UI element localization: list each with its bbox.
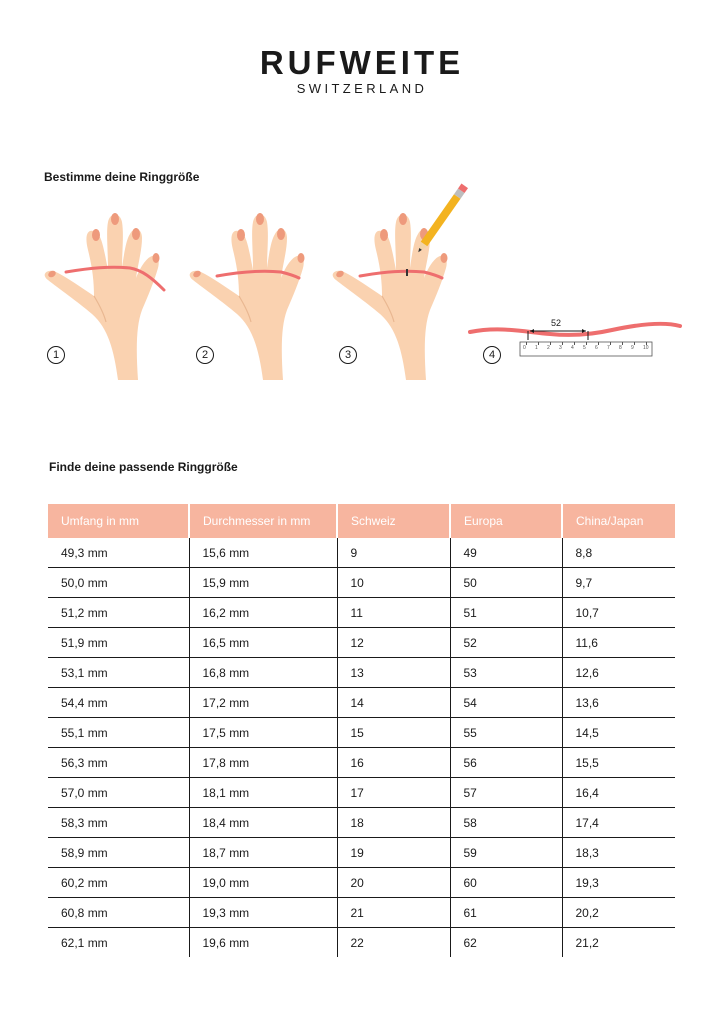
ruler-tick-mark xyxy=(550,342,551,345)
table-cell: 62,1 mm xyxy=(48,928,189,958)
table-cell: 50 xyxy=(450,568,562,598)
ruler-tick-label: 1 xyxy=(535,345,538,351)
table-row xyxy=(48,598,675,628)
table-row xyxy=(48,898,675,928)
pencil-icon xyxy=(415,184,468,255)
table-cell: 49,3 mm xyxy=(48,538,189,568)
ruler-tick-mark xyxy=(610,342,611,345)
ruler-tick-label: 0 xyxy=(523,345,526,351)
table-cell: 9,7 xyxy=(562,568,675,598)
table-cell: 51,9 mm xyxy=(48,628,189,658)
ruler-tick-mark xyxy=(586,342,587,345)
table-cell: 17,2 mm xyxy=(189,688,337,718)
table-cell: 57,0 mm xyxy=(48,778,189,808)
table-cell: 12 xyxy=(337,628,450,658)
table-cell: 60,8 mm xyxy=(48,898,189,928)
brand-name: RUFWEITE xyxy=(259,44,465,81)
table-cell: 14,5 xyxy=(562,718,675,748)
table-section-title: Finde deine passende Ringgröße xyxy=(49,460,238,474)
table-cell: 17,4 xyxy=(562,808,675,838)
table-cell: 15,5 xyxy=(562,748,675,778)
table-cell: 60 xyxy=(450,868,562,898)
table-cell: 11 xyxy=(337,598,450,628)
table-cell: 20,2 xyxy=(562,898,675,928)
table-row xyxy=(48,748,675,778)
table-cell: 8,8 xyxy=(562,538,675,568)
table-cell: 62 xyxy=(450,928,562,958)
table-cell: 19 xyxy=(337,838,450,868)
ruler-tick-mark xyxy=(562,342,563,345)
table-row xyxy=(48,838,675,868)
ruler-tick-mark xyxy=(646,342,647,345)
ruler-tick-mark xyxy=(526,342,527,345)
table-row xyxy=(48,868,675,898)
ruler-tick-label: 3 xyxy=(559,345,562,351)
table-row xyxy=(48,628,675,658)
table-cell: 57 xyxy=(450,778,562,808)
table-cell: 19,3 xyxy=(562,868,675,898)
table-cell: 54 xyxy=(450,688,562,718)
table-cell: 53,1 mm xyxy=(48,658,189,688)
table-cell: 17 xyxy=(337,778,450,808)
table-cell: 18 xyxy=(337,808,450,838)
table-row xyxy=(48,568,675,598)
table-row xyxy=(48,718,675,748)
table-cell: 51 xyxy=(450,598,562,628)
table-cell: 17,8 mm xyxy=(189,748,337,778)
table-cell: 22 xyxy=(337,928,450,958)
header-schweiz: Schweiz xyxy=(337,504,450,538)
table-cell: 18,1 mm xyxy=(189,778,337,808)
table-cell: 16,5 mm xyxy=(189,628,337,658)
table-cell: 53 xyxy=(450,658,562,688)
table-row xyxy=(48,808,675,838)
table-cell: 9 xyxy=(337,538,450,568)
table-cell: 18,3 xyxy=(562,838,675,868)
ring-size-table xyxy=(48,504,675,957)
table-cell: 58,3 mm xyxy=(48,808,189,838)
step-number-4: 4 xyxy=(483,346,501,364)
table-cell: 14 xyxy=(337,688,450,718)
table-cell: 17,5 mm xyxy=(189,718,337,748)
table-cell: 13,6 xyxy=(562,688,675,718)
ruler-tick-label: 2 xyxy=(547,345,550,351)
step-number-1: 1 xyxy=(47,346,65,364)
table-row xyxy=(48,688,675,718)
ruler-tick-label: 5 xyxy=(583,345,586,351)
table-cell: 13 xyxy=(337,658,450,688)
table-cell: 50,0 mm xyxy=(48,568,189,598)
table-cell: 55,1 mm xyxy=(48,718,189,748)
table-cell: 16 xyxy=(337,748,450,778)
header-umfang: Umfang in mm xyxy=(48,504,189,538)
header-china-japan: China/Japan xyxy=(562,504,675,538)
table-cell: 51,2 mm xyxy=(48,598,189,628)
header-europa: Europa xyxy=(450,504,562,538)
table-cell: 11,6 xyxy=(562,628,675,658)
table-cell: 20 xyxy=(337,868,450,898)
table-cell: 15,9 mm xyxy=(189,568,337,598)
table-cell: 58 xyxy=(450,808,562,838)
step-number-2: 2 xyxy=(196,346,214,364)
ruler-tick-label: 7 xyxy=(607,345,610,351)
ruler-tick-mark xyxy=(598,342,599,345)
table-cell: 16,4 xyxy=(562,778,675,808)
table-cell: 18,7 mm xyxy=(189,838,337,868)
table-cell: 10,7 xyxy=(562,598,675,628)
table-cell: 49 xyxy=(450,538,562,568)
table-cell: 19,0 mm xyxy=(189,868,337,898)
ruler-tick-mark xyxy=(622,342,623,345)
table-cell: 55 xyxy=(450,718,562,748)
table-cell: 19,3 mm xyxy=(189,898,337,928)
brand-subtitle: SWITZERLAND xyxy=(296,81,428,96)
table-cell: 59 xyxy=(450,838,562,868)
table-cell: 52 xyxy=(450,628,562,658)
ruler-tick-mark xyxy=(574,342,575,345)
pen-mark xyxy=(406,269,408,276)
ruler-tick-mark xyxy=(538,342,539,345)
header-durchmesser: Durchmesser in mm xyxy=(189,504,337,538)
table-cell: 21,2 xyxy=(575,935,599,950)
measuring-steps xyxy=(0,180,724,380)
table-cell: 18,4 mm xyxy=(189,808,337,838)
step-number-3: 3 xyxy=(339,346,357,364)
table-cell: 56,3 mm xyxy=(48,748,189,778)
ruler-tick-label: 4 xyxy=(571,345,574,351)
table-cell: 10 xyxy=(337,568,450,598)
table-cell: 54,4 mm xyxy=(48,688,189,718)
table-row xyxy=(48,538,675,568)
table-cell: 16,8 mm xyxy=(189,658,337,688)
ruler-ticks xyxy=(520,342,652,356)
table-cell: 56 xyxy=(450,748,562,778)
ruler-measure-label: 52 xyxy=(551,318,562,328)
ruler-tick-label: 8 xyxy=(619,345,622,351)
table-row xyxy=(48,658,675,688)
ruler-tick-mark xyxy=(634,342,635,345)
table-header-row xyxy=(48,504,675,538)
table-cell: 16,2 mm xyxy=(189,598,337,628)
ruler-string xyxy=(470,324,680,340)
table-cell: 60,2 mm xyxy=(48,868,189,898)
table-cell: 12,6 xyxy=(562,658,675,688)
table-cell: 61 xyxy=(450,898,562,928)
table-cell: 19,6 mm xyxy=(189,928,337,958)
table-cell: 15 xyxy=(337,718,450,748)
table-cell: 21 xyxy=(337,898,450,928)
step-section-title: Bestimme deine Ringgröße xyxy=(44,170,200,184)
ruler-tick-label: 6 xyxy=(595,345,598,351)
table-row xyxy=(48,928,675,958)
ruler-tick-label: 10 xyxy=(643,345,649,351)
table-cell: 58,9 mm xyxy=(48,838,189,868)
table-cell: 15,6 mm xyxy=(189,538,337,568)
table-row xyxy=(48,778,675,808)
ruler-tick-label: 9 xyxy=(631,345,634,351)
